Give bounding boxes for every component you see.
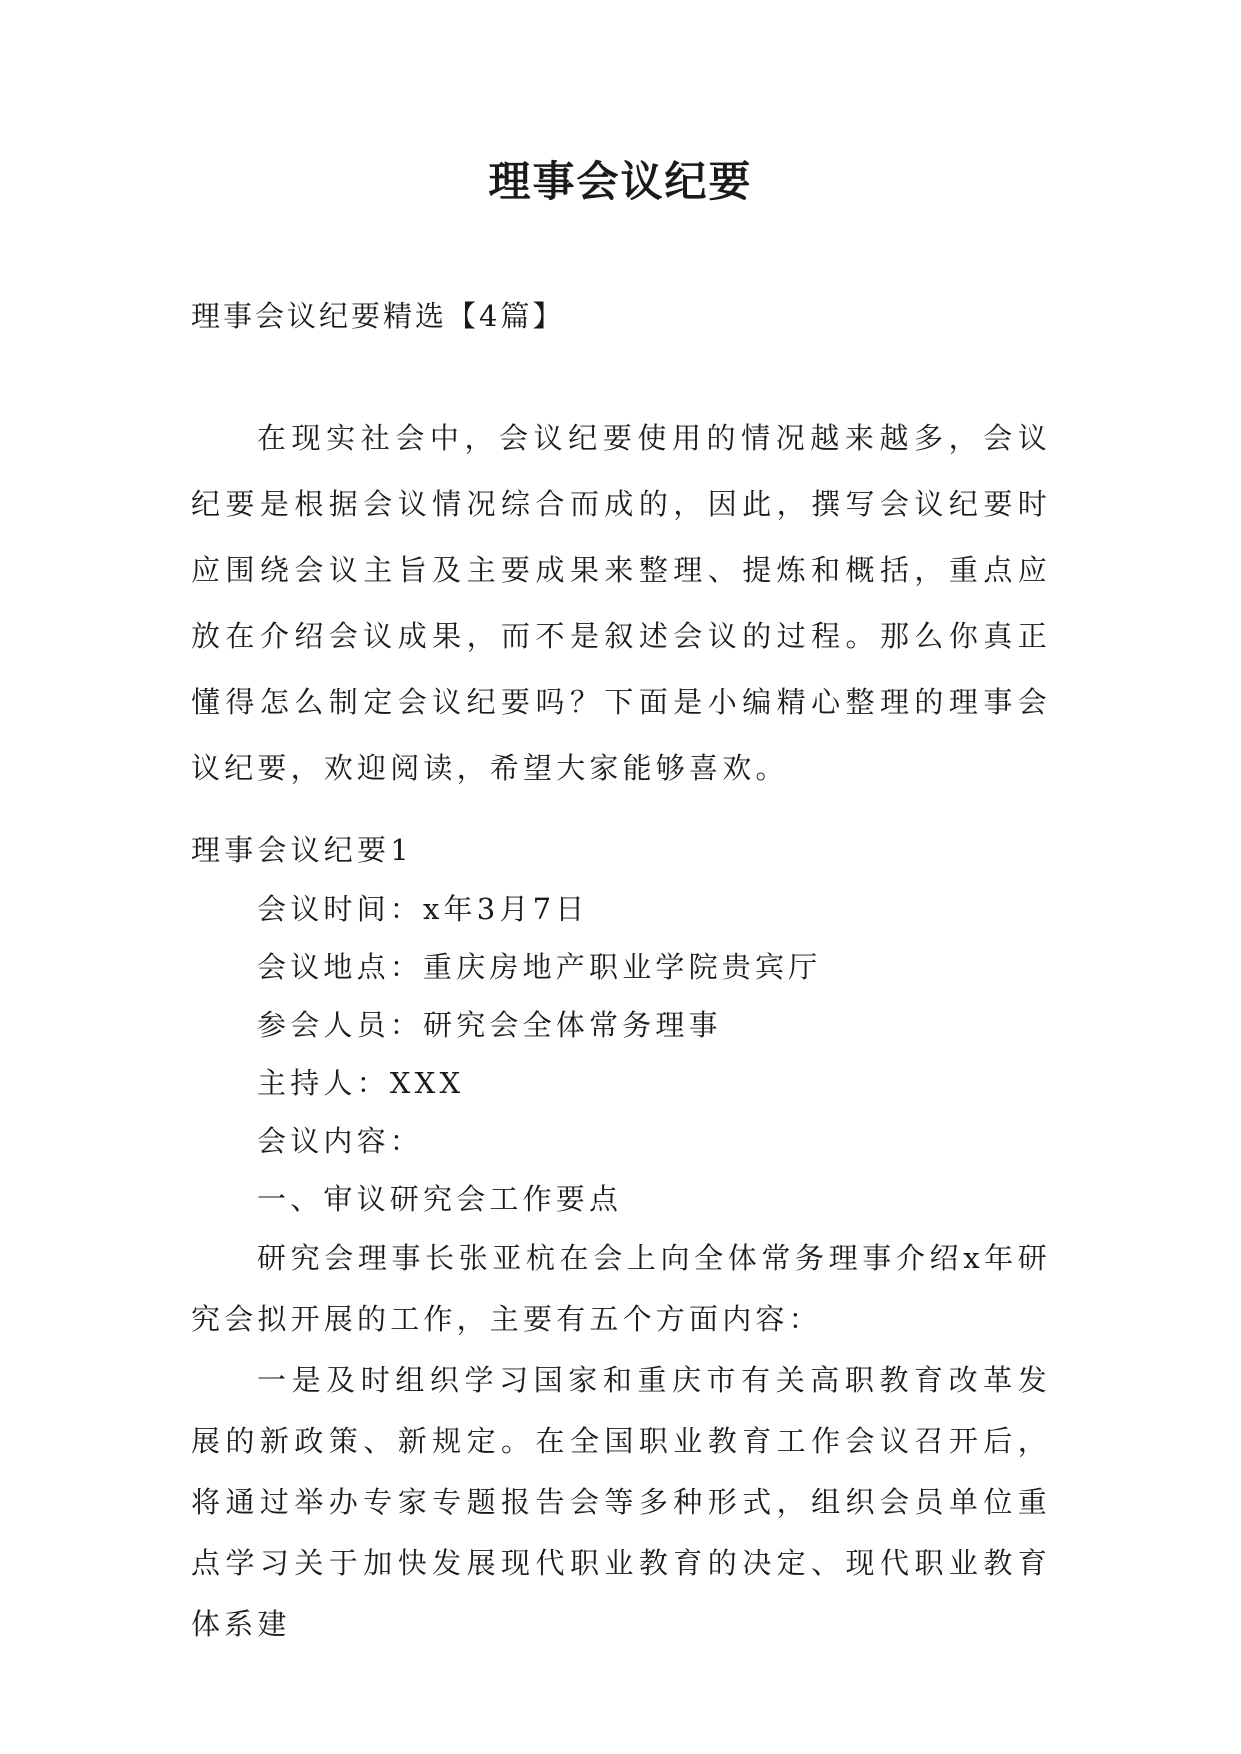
meeting-attendees: 参会人员：研究会全体常务理事: [257, 1008, 722, 1042]
meeting-host: 主持人：XXX: [257, 1066, 465, 1100]
section-1: [191, 820, 1051, 1655]
intro-paragraph: 在现实社会中，会议纪要使用的情况越来越多，会议纪要是根据会议情况综合而成的，因此，撰写会议纪要时应围绕会议主旨及主要成果来整理、提炼和概括，重点应放在介绍会议成果，而不是叙述会议的过程。那么你真正懂得怎么制定会议纪要吗？下面是小编精心整理的理事会议纪要，欢迎阅读，希望大家能够喜欢。: [191, 421, 1051, 785]
item-1-heading: 一、审议研究会工作要点: [257, 1182, 623, 1216]
section-heading: 理事会议纪要1: [191, 833, 413, 867]
body-paragraph: 研究会理事长张亚杭在会上向全体常务理事介绍x年研究会拟开展的工作，主要有五个方面内容：: [191, 1241, 1051, 1336]
meeting-content-label: 会议内容：: [257, 1124, 424, 1158]
meeting-place: 会议地点：重庆房地产职业学院贵宾厅: [257, 950, 822, 984]
document-subtitle: 理事会议纪要精选【4篇】: [191, 299, 565, 333]
meeting-time: 会议时间：x年3月7日: [257, 892, 589, 926]
document-title: 理事会议纪要: [488, 157, 753, 206]
body-paragraph: 一是及时组织学习国家和重庆市有关高职教育改革发展的新政策、新规定。在全国职业教育工作会议召开后，将通过举办专家专题报告会等多种形式，组织会员单位重点学习关于加快发展现代职业教育的决定、现代职业教育体系建: [191, 1363, 1051, 1641]
